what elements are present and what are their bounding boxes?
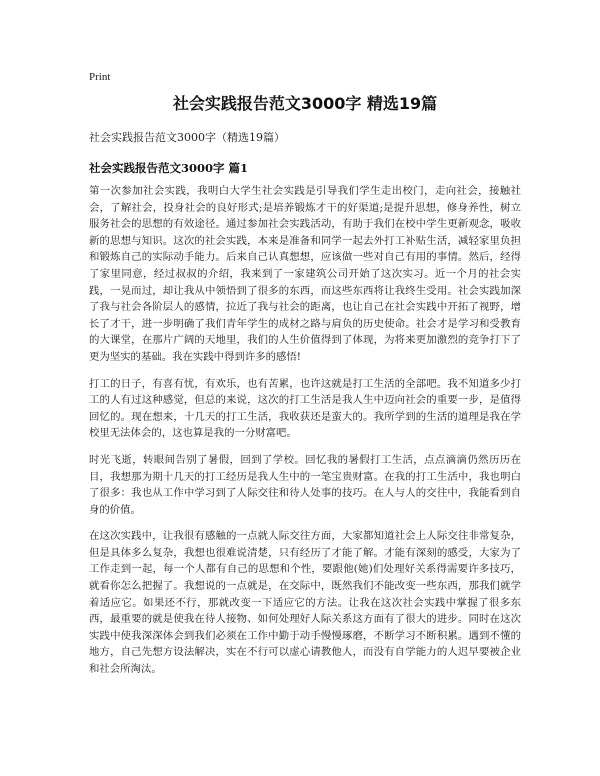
print-link[interactable]: Print xyxy=(89,71,111,83)
document-title: 社会实践报告范文3000字 精选19篇 xyxy=(172,94,438,113)
section-heading: 社会实践报告范文3000字 篇1 xyxy=(89,161,249,175)
paragraph-4: 在这次实践中，让我很有感触的一点就人际交往方面，大家都知道社会上人际交往非常复杂，但是具体多么复杂，我想也很难说清楚，只有经历了才能了解。才能有深刻的感受，大家为了工作走到一起，每一个人都有自己的思想和个性，要跟他(她)们处理好关系得需要许多技巧，就看你怎么把握了。我想说的一点就是，在交际中，既然我们不能改变一些东西，那我们就学着适应它。如果还不行，那就改变一下适应它的方法。让我在这次社会实践中掌握了很多东西，最重要的就是使我在待人接物、如何处理好人际关系这方面有了很大的进步。同时在这次实践中使我深深体会到我们必须在工作中勤于动手慢慢琢磨，不断学习不断积累。遇到不懂的地方，自己先想方设法解决，实在不行可以虚心请教他人，而没有自学能力的人迟早要被企业和社会所淘汰。 xyxy=(89,530,521,676)
paragraph-3: 时光飞逝，转眼间告别了暑假，回到了学校。回忆我的暑假打工生活，点点滴滴仍然历历在目，我想那为期十几天的打工经历是我人生中的一笔宝贵财富。在我的打工生活中，我也明白了很多：我也从工作中学习到了人际交往和待人处事的技巧。在人与人的交往中，我能看到自身的价值。 xyxy=(89,453,521,516)
paragraph-2: 打工的日子，有喜有忧，有欢乐，也有苦累，也许这就是打工生活的全部吧。我不知道多少打工的人有过这种感觉，但总的来说，这次的打工生活是我人生中迈向社会的重要一步，是值得回忆的。现在想来，十几天的打工生活，我收获还是蛮大的。我所学到的生活的道理是我在学校里无法体会的，这也算是我的一分财富吧。 xyxy=(89,377,521,440)
article-body xyxy=(89,183,521,688)
paragraph-1: 第一次参加社会实践，我明白大学生社会实践是引导我们学生走出校门，走向社会，接触社会，了解社会，投身社会的良好形式;是培养锻炼才干的好渠道;是提升思想，修身养性，树立服务社会的思想的有效途径。通过参加社会实践活动，有助于我们在校中学生更新观念，吸收新的思想与知识。这次的社会实践，本来是准备和同学一起去外打工补贴生活，减轻家里负担和锻炼自己的实际动手能力。后来自己认真想想，应该做一些对自己有用的事情。然后，经得了家里同意，经过叔叔的介绍，我来到了一家建筑公司开始了这次实习。近一个月的社会实践，一晃而过，却让我从中领悟到了很多的东西，而这些东西将让我终生受用。社会实践加深了我与社会各阶层人的感情，拉近了我与社会的距离，也让自己在社会实践中开拓了视野，增长了才干，进一步明确了我们青年学生的成材之路与肩负的历史使命。社会才是学习和受教育的大课堂，在那片广阔的天地里，我们的人生价值得到了体现，为将来更加激烈的竞争打下了更为坚实的基础。我在实践中得到许多的感悟! xyxy=(89,185,521,363)
document-subtitle: 社会实践报告范文3000字（精选19篇） xyxy=(89,131,285,144)
